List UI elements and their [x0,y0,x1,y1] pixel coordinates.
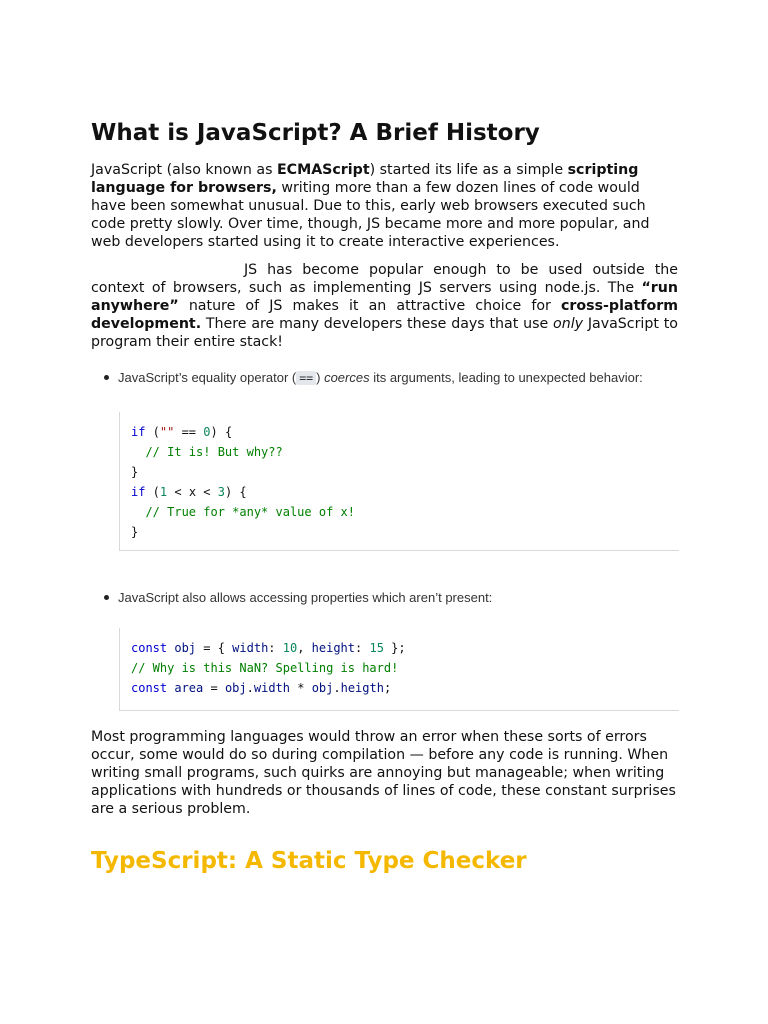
code-block-equality [119,412,679,551]
code-text: : [268,641,283,655]
section-heading: TypeScript: A Static Type Checker [91,848,527,874]
code-keyword: const [131,681,168,695]
text: JavaScript also allows accessing properties which aren’t present: [118,590,493,605]
code-text: ) { [210,425,233,439]
text: JavaScript (also known as [91,162,277,178]
text: JavaScript to program their entire stack! [91,316,678,350]
code-number: 10 [282,641,298,655]
code-block-properties [119,628,679,711]
bullet-dot-icon [104,375,109,380]
code-text: ; [383,681,392,695]
code-identifier: area [174,681,204,695]
bullet-dot-icon [104,595,109,600]
code-string: "" [159,425,175,439]
code-text: , [297,641,312,655]
code-comment: // It is! But why?? [131,445,283,459]
code-text: * [290,681,312,695]
code-keyword: if [131,485,146,499]
text: nature of JS makes it an attractive choice for [178,298,561,314]
code-text: } [131,465,139,479]
code-identifier: width [232,641,269,655]
bullet-equality [104,370,643,385]
code-line [120,638,679,658]
code-identifier: height [311,641,356,655]
code-comment: // Why is this NaN? Spelling is hard! [131,661,399,675]
text: ) started its life as a simple [369,162,568,178]
code-text: ( [145,425,160,439]
code-keyword: const [131,641,168,655]
problem-paragraph: Most programming languages would throw an error when these sorts of errors occur, some would do so during compilation — before any code is running. When writing small programs, such quirks are annoying but manageable; when writing applications with hundreds or thousands of lines of code, these constant surprises are a serious problem. [91,729,676,817]
code-text: : [355,641,370,655]
popularity-paragraph [91,261,678,351]
text: JS has become popular enough to be used outside the context of browsers, such as implementing JS servers using node.js. The [91,262,678,296]
italic-text: coerces [324,370,370,385]
code-line [120,658,679,678]
code-keyword: if [131,425,146,439]
bold-text: “run anywhere” [91,280,678,314]
code-text: ) { [224,485,247,499]
code-identifier: heigth [340,681,384,695]
code-line [120,522,679,542]
italic-text: only [553,316,584,332]
intro-paragraph [91,161,678,251]
code-line [120,502,679,522]
code-number: 0 [203,425,211,439]
code-identifier: obj [311,681,334,695]
code-text: } [131,525,139,539]
code-text: = [203,681,225,695]
bold-text: cross-platform development. [91,298,678,332]
code-identifier: obj [174,641,197,655]
code-text: ( [145,485,160,499]
code-identifier: obj [224,681,247,695]
code-text: . [333,681,341,695]
code-line [120,442,679,462]
text: writing more than a few dozen lines of code would have been somewhat unusual. Due to this, early web browsers executed such code pretty slowly. Over time, though, JS became more and more popular, and web developers started using it to create interactive experiences. [91,180,650,250]
code-text: }; [383,641,406,655]
inline-code: == [296,371,316,385]
code-line [120,678,679,698]
bullet-properties [104,590,492,605]
code-text: = { [196,641,233,655]
code-identifier: width [253,681,290,695]
code-text: . [246,681,254,695]
code-text: < x < [167,485,218,499]
text: ) [316,370,325,385]
bold-text: ECMAScript [276,162,370,178]
code-number: 1 [159,485,168,499]
text: its arguments, leading to unexpected behavior: [369,370,643,385]
text: There are many developers these days that use [201,316,554,332]
code-number: 15 [369,641,384,655]
code-line [120,482,679,502]
code-comment: // True for *any* value of x! [131,505,355,519]
code-line [120,462,679,482]
code-line [120,422,679,442]
page-title: What is JavaScript? A Brief History [91,120,540,146]
code-number: 3 [217,485,225,499]
bold-text: scripting language for browsers, [91,162,639,196]
text: JavaScript’s equality operator ( [118,370,297,385]
code-text: == [174,425,204,439]
